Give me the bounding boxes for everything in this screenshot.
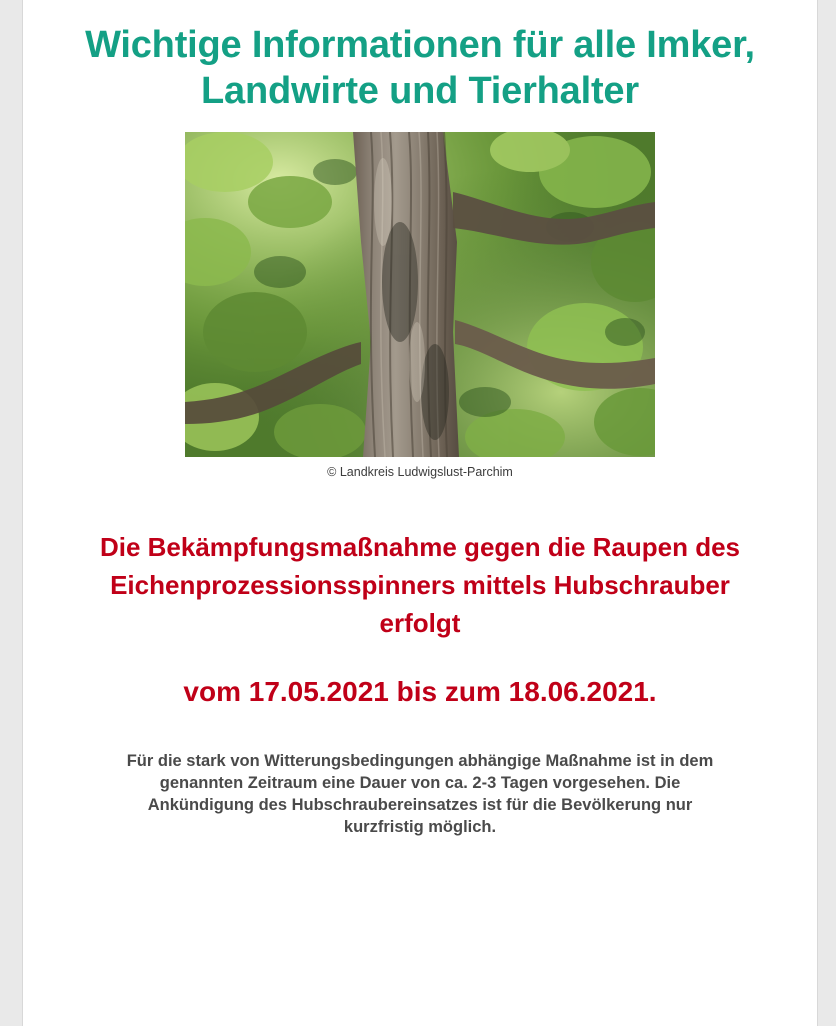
article-content: [23, 0, 817, 1026]
page-left-margin: [0, 0, 23, 1026]
additional-note: Für die stark von Witterungsbedingungen abhängige Maßnahme ist in dem genannten Zeitraum eine Dauer von ca. 2-3 Tagen vorgesehen. Die Ankündigung des Hubschraubereinsatzes ist für die Bevölkerung nur kurzfristig möglich.: [126, 752, 714, 836]
page-title: Wichtige Informationen für alle Imker, Landwirte und Tierhalter: [85, 24, 755, 112]
page-right-margin: [817, 0, 836, 1026]
article-figure: [185, 132, 655, 480]
date-range-text: vom 17.05.2021 bis zum 18.06.2021.: [183, 676, 657, 707]
subheadline: Die Bekämpfungsmaßnahme gegen die Raupen des Eichenprozessionsspinners mittels Hubschrauber erfolgt: [99, 532, 741, 638]
image-caption: © Landkreis Ludwigslust-Parchim: [327, 465, 513, 479]
oak-tree-trunk-photo: [185, 132, 655, 457]
